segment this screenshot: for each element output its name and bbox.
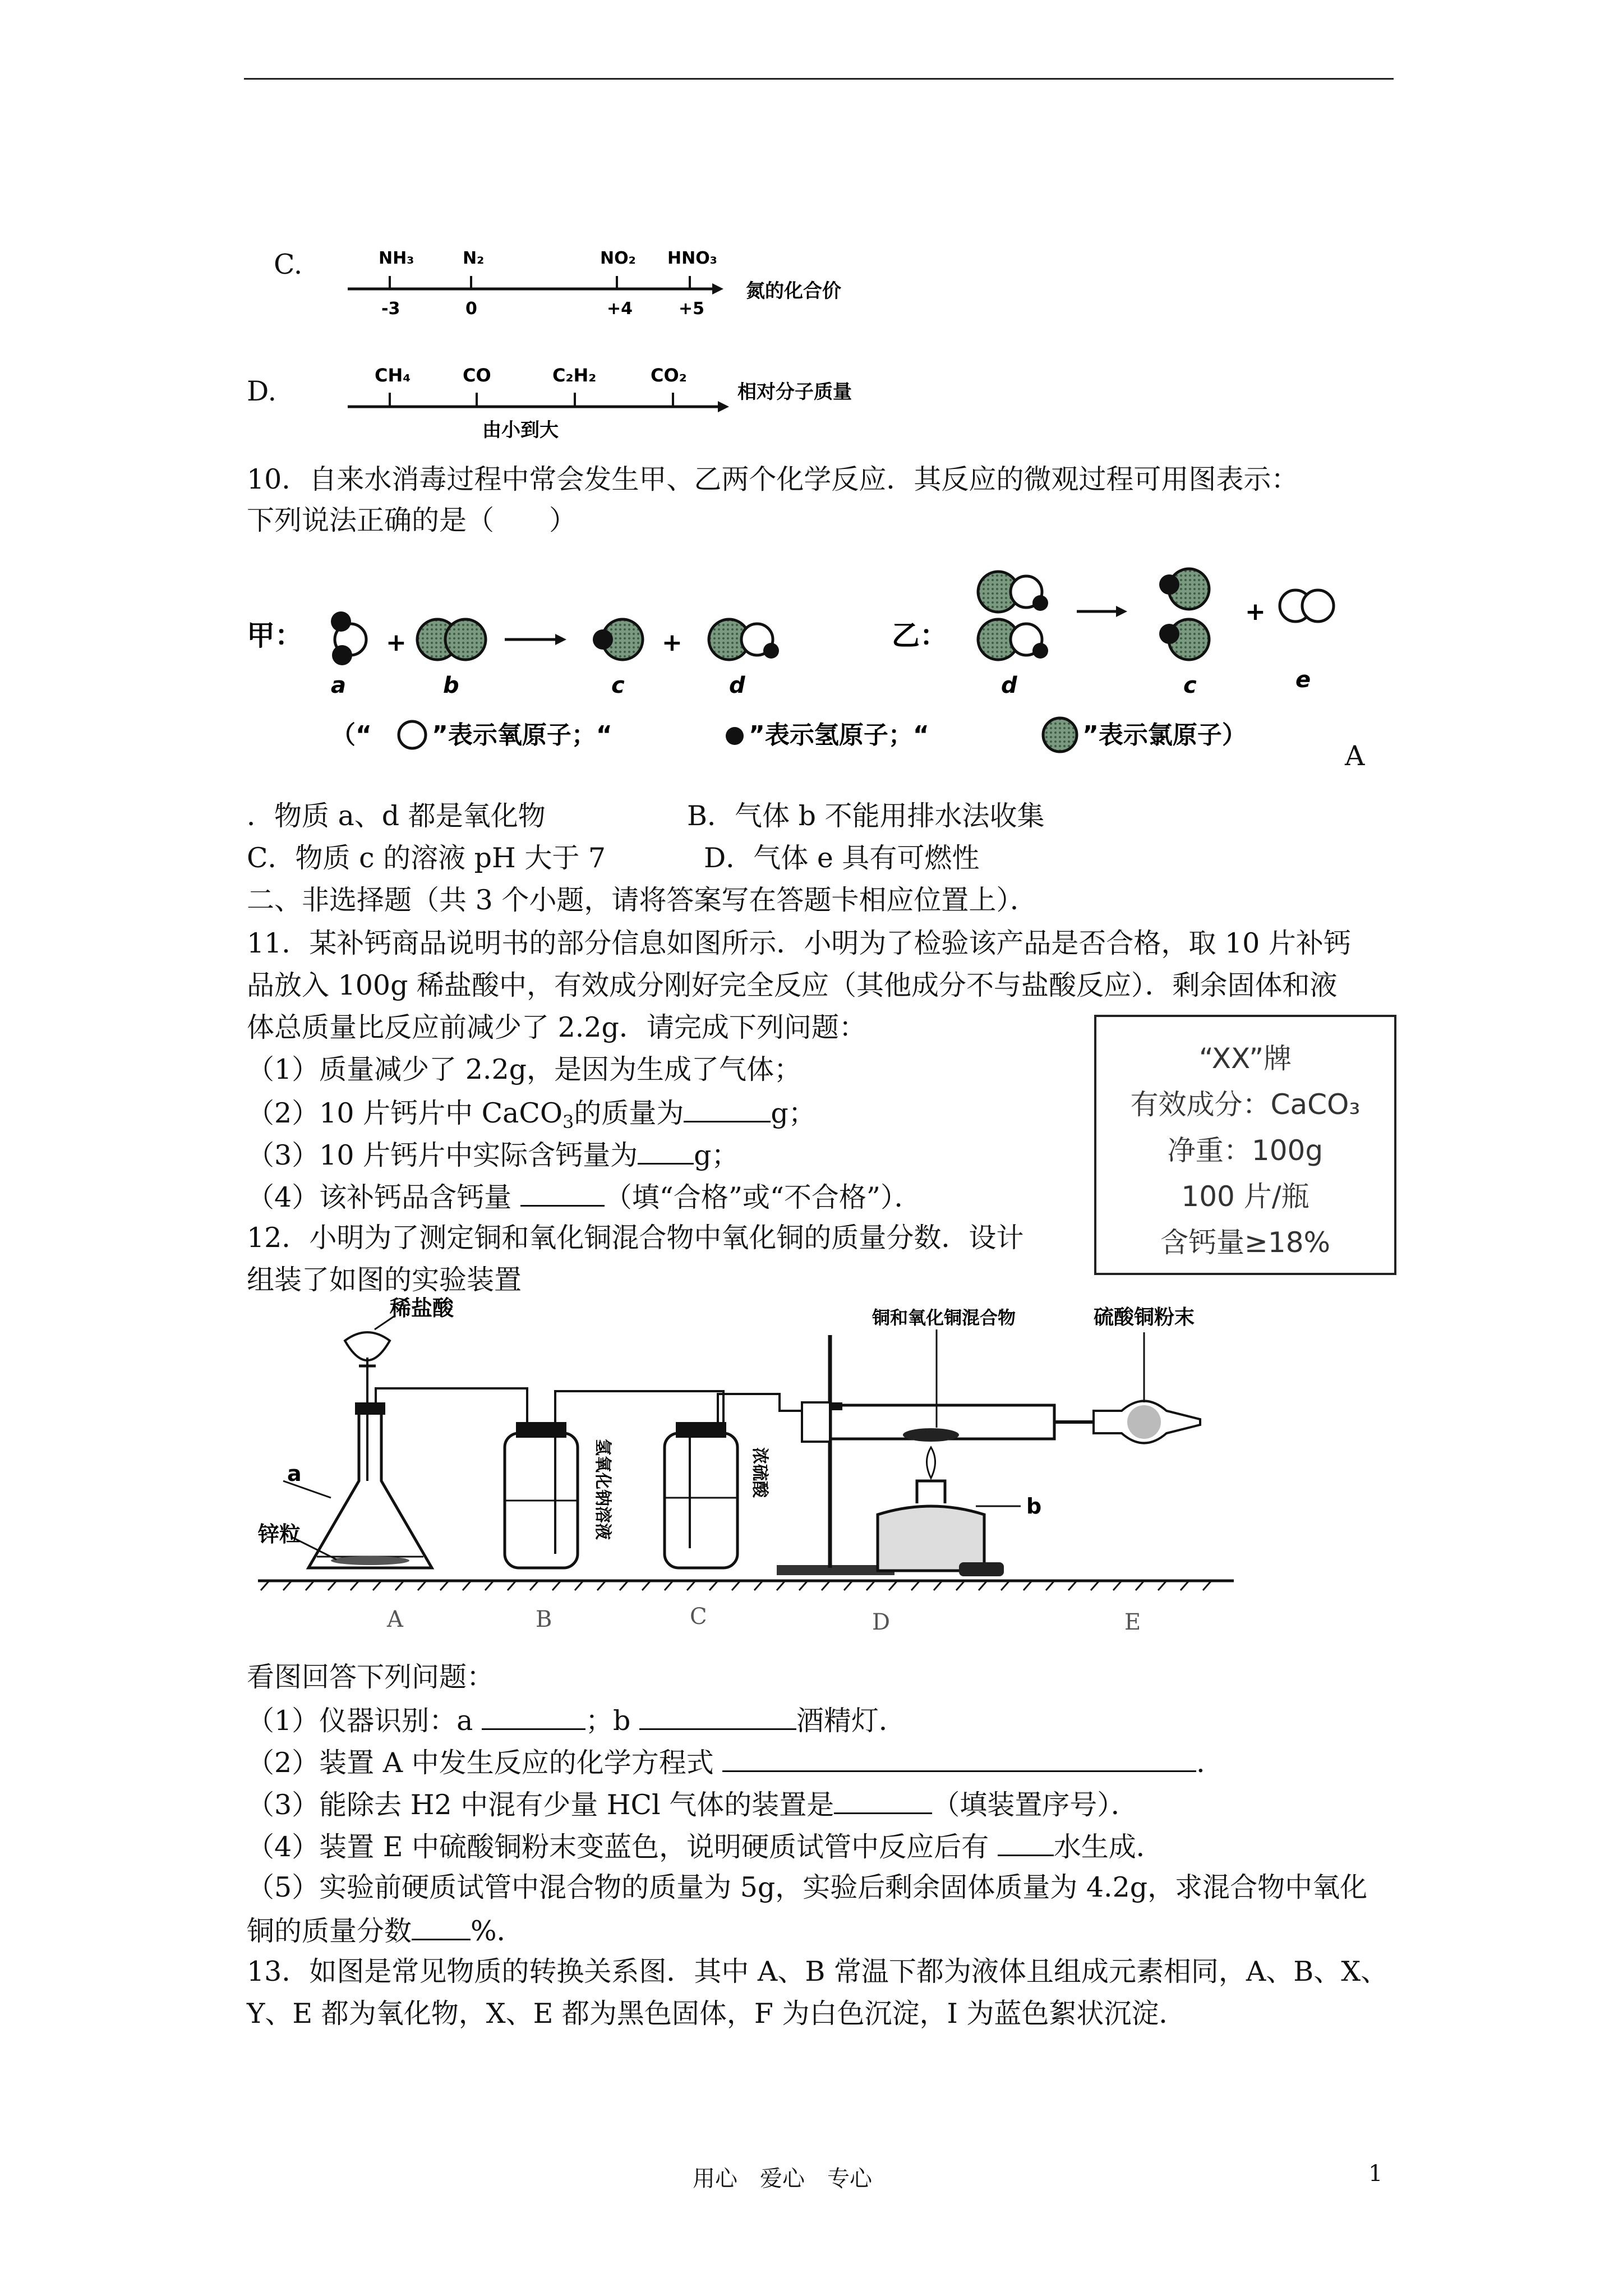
q10-line1: 10．自来水消毒过程中常会发生甲、乙两个化学反应．其反应的微观过程可用图表示：	[247, 463, 1299, 495]
species-nh3: NH₃	[379, 249, 414, 268]
label-naoh: 氢氧化钠溶液	[593, 1439, 612, 1540]
q12-blank-fraction[interactable]	[412, 1913, 471, 1940]
label-b-instrument: b	[1026, 1494, 1042, 1519]
q12-blank-equation[interactable]	[722, 1745, 1196, 1772]
apparatus-letter-d: D	[872, 1609, 891, 1635]
apparatus-letter-a: A	[387, 1607, 403, 1632]
svg-text:+: +	[662, 628, 683, 657]
label-h2so4: 浓硫酸	[750, 1447, 769, 1498]
page-number: 1	[1368, 2161, 1383, 2187]
legend-oxygen: ”表示氧原子；“	[432, 721, 612, 749]
option-c-number-line	[336, 236, 897, 320]
q12-blank-a[interactable]	[482, 1703, 585, 1730]
q10-option-b: B．气体 b 不能用排水法收集	[687, 800, 1045, 832]
supplement-label-box	[1094, 1015, 1396, 1275]
q11-part3: （3）10 片钙片中实际含钙量为 g；	[247, 1137, 739, 1172]
species-co2: CO₂	[651, 365, 687, 386]
species-c2h2: C₂H₂	[552, 365, 597, 386]
q11-line2: 品放入 100g 稀盐酸中，有效成分刚好完全反应（其他成分不与盐酸反应）．剩余固体和液	[247, 969, 1338, 1001]
legend-chlorine: ”表示氯原子）	[1082, 721, 1247, 749]
option-d-number-line	[336, 348, 925, 443]
label-yi-c: c	[1183, 673, 1197, 698]
apparatus-letter-b: B	[536, 1607, 552, 1632]
label-calcium: 含钙量≥18%	[1160, 1226, 1331, 1259]
q12-part4: （4）装置 E 中硫酸铜粉末变蓝色，说明硬质试管中反应后有 水生成．	[247, 1829, 1164, 1864]
label-brand: “XX”牌	[1198, 1042, 1292, 1075]
q11-line3: 体总质量比反应前减少了 2.2g．请完成下列问题：	[247, 1011, 866, 1043]
q10-line2: 下列说法正确的是（ ）	[247, 504, 577, 536]
species-n2: N₂	[463, 249, 485, 268]
label-zinc: 锌粒	[258, 1522, 301, 1547]
q11-line1: 11．某补钙商品说明书的部分信息如图所示．小明为了检验该产品是否合格，取 10 片补钙	[247, 927, 1351, 959]
q11-part2: （2）10 片钙片中 CaCO$_3$的质量为 g；	[247, 1095, 816, 1133]
species-ch4: CH₄	[375, 365, 411, 386]
axis-label-valence: 氮的化合价	[746, 280, 841, 302]
label-weight: 净重：100g	[1167, 1134, 1324, 1167]
q12-blank-device[interactable]	[834, 1787, 932, 1814]
reaction-yi-label: 乙：	[892, 619, 948, 652]
label-cu-cuo-mixture: 铜和氧化铜混合物	[872, 1307, 1016, 1328]
q12-part2: （2）装置 A 中发生反应的化学方程式 ．	[247, 1745, 1224, 1780]
q11-part4: （4）该补钙品含钙量 （填“合格”或“不合格”）．	[247, 1179, 921, 1214]
reaction-jia-label: 甲：	[247, 619, 303, 652]
apparatus-letter-c: C	[690, 1604, 707, 1630]
q12-line1: 12．小明为了测定铜和氧化铜混合物中氧化铜的质量分数．设计	[247, 1222, 1024, 1254]
footer-motto: 用心 爱心 专心	[693, 2166, 872, 2192]
q11-blank-2[interactable]	[684, 1095, 771, 1122]
q10-option-a-letter: A	[1345, 740, 1365, 772]
label-ingredient: 有效成分：CaCO₃	[1130, 1088, 1361, 1121]
q12-line2: 组装了如图的实验装置	[247, 1264, 522, 1296]
q10-option-d: D．气体 e 具有可燃性	[704, 842, 980, 874]
label-d: d	[729, 673, 745, 698]
valence-plus4: +4	[607, 299, 633, 319]
q12-apparatus-diagram	[247, 1296, 1273, 1649]
q11-blank-3[interactable]	[638, 1137, 694, 1165]
order-label: 由小到大	[482, 419, 559, 441]
valence-0: 0	[465, 299, 477, 319]
legend-open: （“	[331, 721, 372, 749]
q12-part1: （1）仪器识别：a ；b 酒精灯．	[247, 1703, 906, 1738]
label-a: a	[331, 673, 346, 698]
q12-part5: （5）实验前硬质试管中混合物的质量为 5g，实验后剩余固体质量为 4.2g，求混合物中氧化	[247, 1871, 1368, 1903]
q12-intro: 看图回答下列问题：	[247, 1661, 495, 1693]
species-co: CO	[463, 365, 491, 386]
svg-text:+: +	[1245, 597, 1266, 626]
label-yi-e: e	[1295, 667, 1311, 693]
label-dilute-hcl: 稀盐酸	[390, 1296, 454, 1320]
option-d-label: D.	[247, 375, 277, 407]
q12-part3: （3）能除去 H2 中混有少量 HCl 气体的装置是 （填装置序号）．	[247, 1787, 1138, 1822]
q10-reaction-diagram	[241, 555, 1363, 780]
species-hno3: HNO₃	[667, 249, 717, 268]
header-rule	[244, 78, 1394, 80]
label-c: c	[611, 673, 625, 698]
legend-hydrogen: ”表示氢原子；“	[749, 721, 929, 749]
section-2-heading: 二、非选择题（共 3 个小题，请将答案写在答题卡相应位置上）．	[247, 884, 1038, 916]
apparatus-letter-e: E	[1124, 1609, 1141, 1635]
label-count: 100 片/瓶	[1181, 1180, 1310, 1213]
q13-line2: Y、E 都为氧化物，X、E 都为黑色固体，F 为白色沉淀，I 为蓝色絮状沉淀．	[247, 1998, 1187, 2030]
valence-plus5: +5	[679, 299, 705, 319]
q11-part1: （1）质量减少了 2.2g，是因为生成了气体；	[247, 1053, 802, 1085]
label-yi-d: d	[1001, 673, 1017, 698]
q12-blank-water[interactable]	[998, 1829, 1054, 1856]
q12-blank-b[interactable]	[639, 1703, 796, 1730]
q10-option-a: ．物质 a、d 都是氧化物	[247, 800, 546, 832]
label-b: b	[443, 673, 459, 698]
option-c-label: C.	[274, 249, 303, 280]
q11-blank-4[interactable]	[520, 1179, 605, 1207]
label-a-instrument: a	[287, 1461, 302, 1486]
q13-line1: 13．如图是常见物质的转换关系图．其中 A、B 常温下都为液体且组成元素相同，A、B、X、	[247, 1955, 1389, 1987]
q10-option-c: C．物质 c 的溶液 pH 大于 7	[247, 842, 606, 874]
axis-label-mass: 相对分子质量	[737, 381, 852, 403]
valence-minus3: -3	[381, 299, 400, 319]
svg-text:+: +	[386, 628, 407, 657]
species-no2: NO₂	[600, 249, 636, 268]
label-cuso4: 硫酸铜粉末	[1094, 1306, 1195, 1329]
q12-part5-cont: 铜的质量分数 %．	[247, 1913, 524, 1948]
